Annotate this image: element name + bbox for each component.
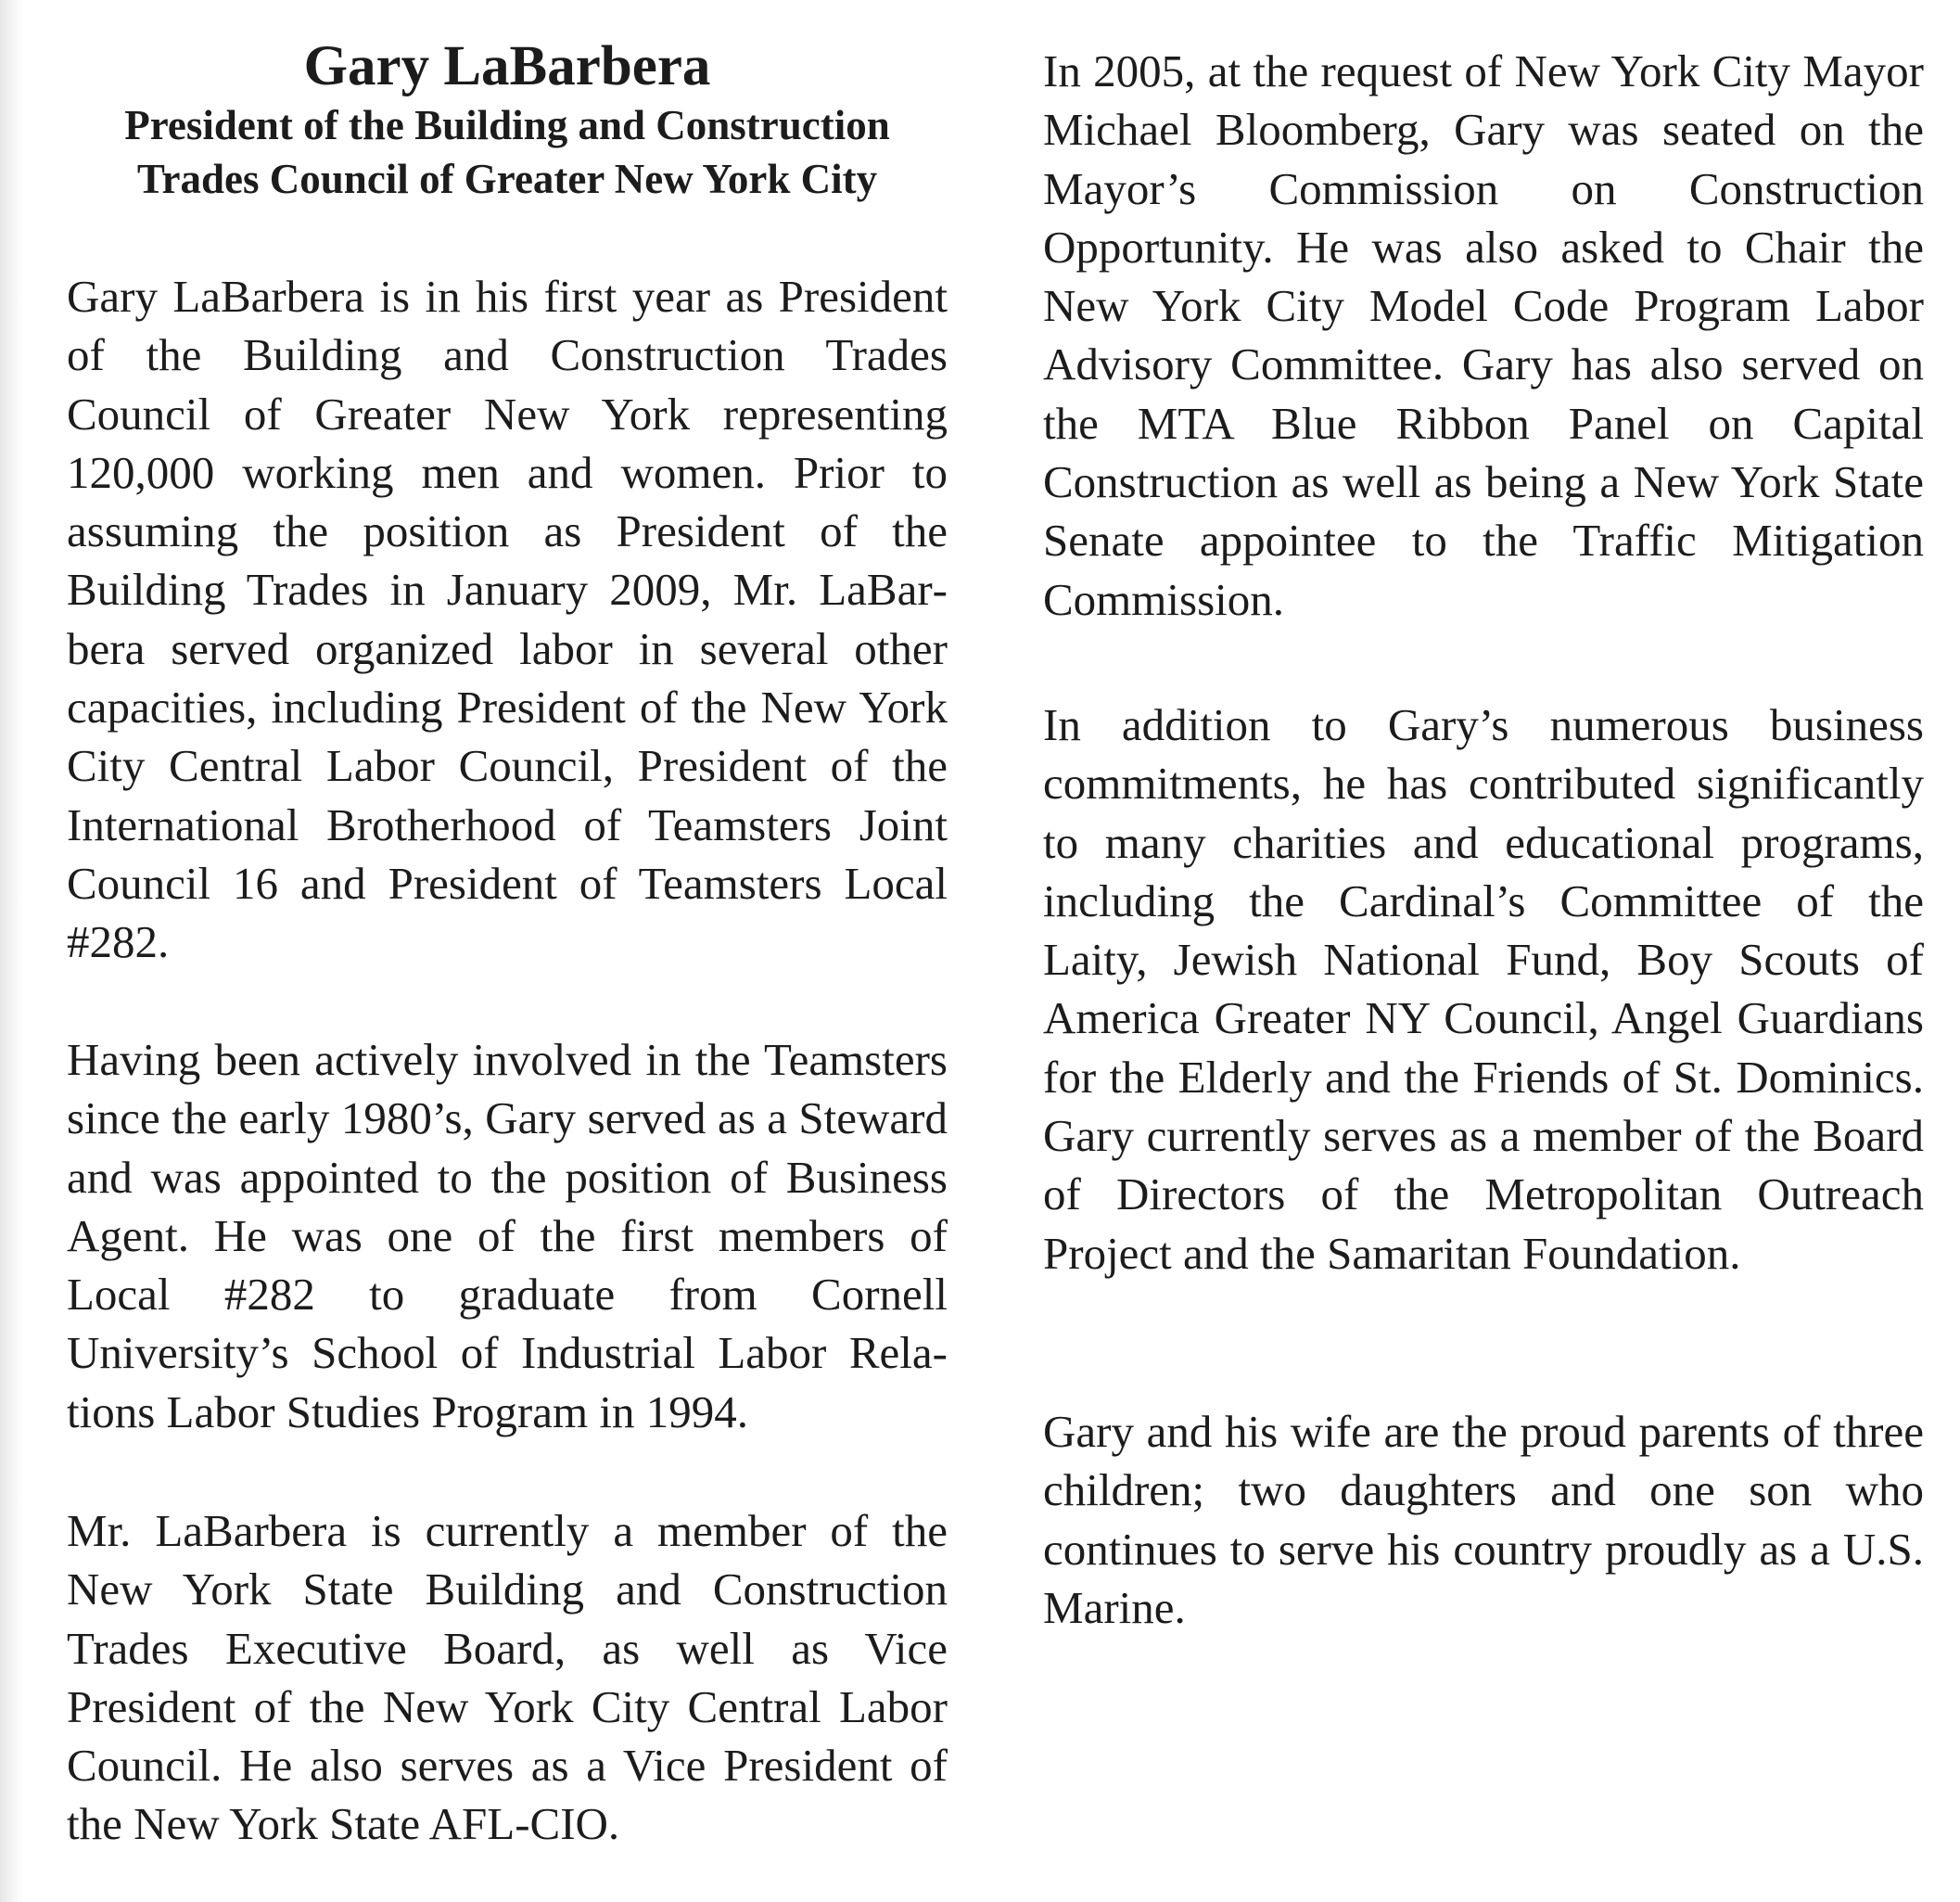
subtitle-line-1: President of the Building and Construction: [124, 102, 890, 148]
bio-paragraph-family: Gary and his wife are the proud parents of three children; two daughters and one son who continues to serve his country proudly as a U.S. Marine.: [1043, 1406, 1924, 1633]
bio-paragraph-commissions: In 2005, at the request of New York City Mayor Michael Bloomberg, Gary was seated on the Mayor’s Commission on Construction Opportunity. He was also asked to Chair the New York City Model Code Program Labor Advisory Committee. Gary has also served on the MTA Blue Ribbon Panel on Capital Construction as well as being a New York State Senate appointee to the Traffic Mitigation Commission.: [1043, 45, 1924, 625]
page-subtitle: [67, 98, 948, 206]
bio-paragraph-charities: In addition to Gary’s numerous business commitments, he has contributed significantly to many charities and educational programs, including the Cardinal’s Committee of the Laity, Jewish National Fund, Boy Scouts of America Greater NY Council, Angel Guardians for the Elderly and the Friends of St. Dominics. Gary currently serves as a member of the Board of Directors of the Metropolitan Outreach Project and the Samaritan Foundation.: [1043, 699, 1924, 1279]
scan-edge-shadow: [0, 0, 24, 1902]
bio-paragraph-teamsters: Having been actively involved in the Teamsters since the early 1980’s, Gary served as a Steward and was appointed to the position of Business Agent. He was one of the first members of Local #282 to graduate from Cornell University’s School of Industrial Labor Relations Labor Studies Program in 1994.: [67, 1034, 948, 1437]
page-title: Gary LaBarbera: [303, 35, 711, 97]
subtitle-line-2: Trades Council of Greater New York City: [136, 156, 878, 202]
bio-paragraph-presidency: Gary LaBarbera is in his first year as President of the Building and Construction Trades Council of Greater New York representing 120,000 working men and women. Prior to assuming the position as President of the Building Trades in January 2009, Mr. LaBarbera served organized labor in several other capacities, including President of the New York City Central Labor Council, President of the International Brotherhood of Teamsters Joint Council 16 and President of Teamsters Local #282.: [67, 271, 948, 968]
bio-paragraph-current-roles: Mr. LaBarbera is currently a member of the New York State Building and Construction Trades Executive Board, as well as Vice President of the New York City Central Labor Council. He also serves as a Vice President of the New York State AFL-CIO.: [67, 1505, 948, 1850]
